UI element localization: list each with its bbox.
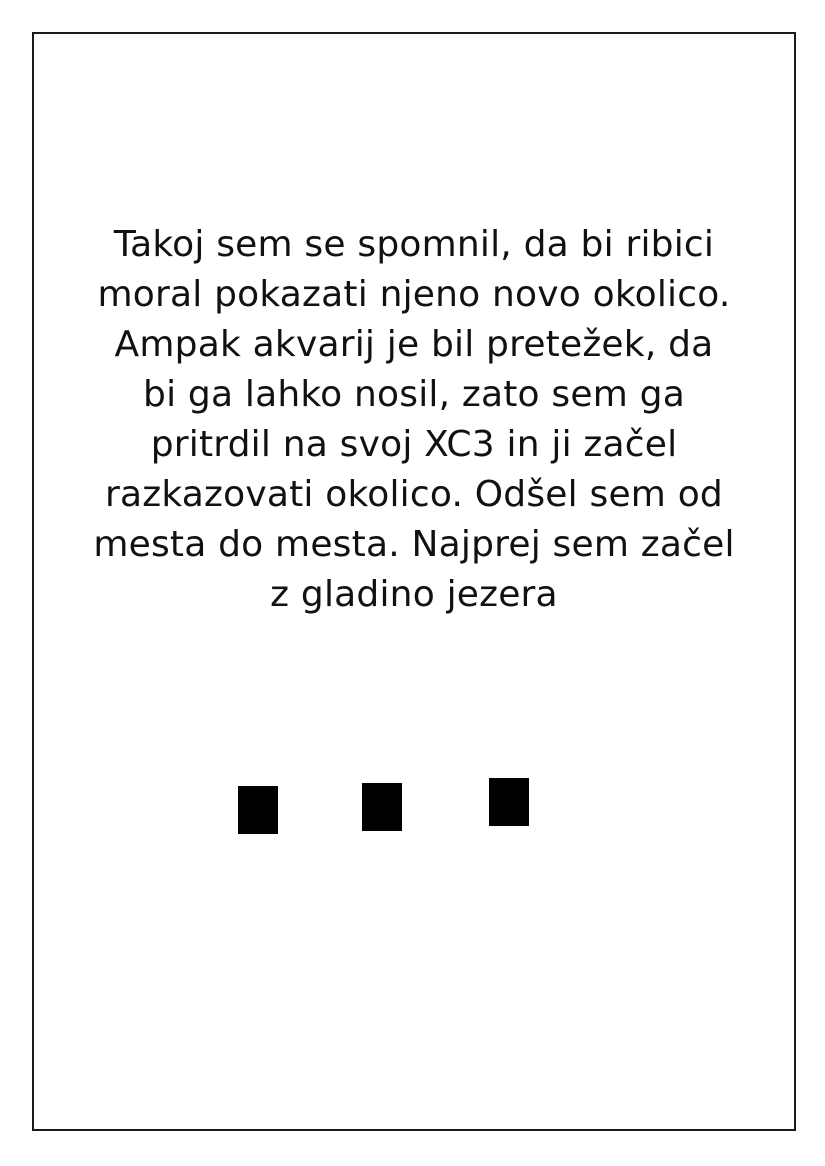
- text-line-4: bi ga lahko nosil, zato sem ga: [143, 374, 685, 415]
- ellipsis-mark-3: [489, 778, 529, 826]
- text-line-5: pritrdil na svoj XC3 in ji začel: [150, 424, 678, 465]
- text-line-1: Takoj sem se spomnil, da bi ribici: [113, 224, 715, 265]
- text-line-7: mesta do mesta. Najprej sem začel: [93, 524, 735, 565]
- page-frame: [32, 32, 796, 1131]
- story-paragraph: [42, 220, 786, 620]
- text-line-6: razkazovati okolico. Odšel sem od: [104, 474, 723, 515]
- ellipsis-mark-1: [238, 786, 278, 834]
- text-line-8: z gladino jezera: [270, 574, 558, 615]
- ellipsis-mark-2: [362, 783, 402, 831]
- text-line-2: moral pokazati njeno novo okolico.: [97, 274, 731, 315]
- text-line-3: Ampak akvarij je bil pretežek, da: [114, 324, 714, 365]
